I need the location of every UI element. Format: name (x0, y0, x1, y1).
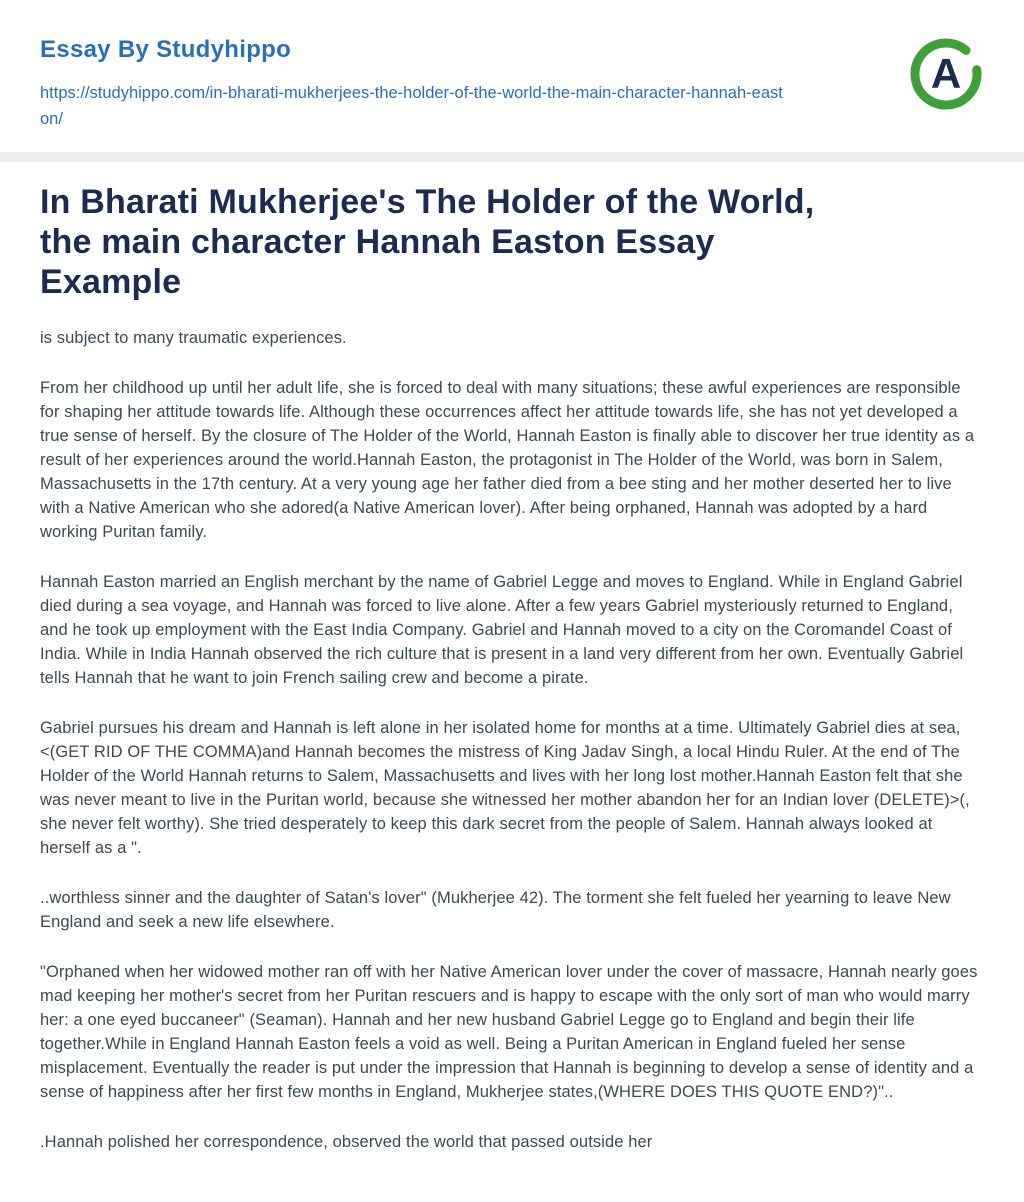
header-divider (0, 152, 1024, 162)
studyhippo-logo-icon (908, 36, 984, 112)
essay-paragraph: ..worthless sinner and the daughter of Satan's lover" (Mukherjee 42). The torment she felt fueled her yearning to leave New England and seek a new life elsewhere. (40, 889, 951, 932)
header-text-block (40, 36, 785, 132)
header (0, 0, 1024, 152)
essay-paragraph: is subject to many traumatic experiences. (40, 329, 347, 348)
essay-paragraph: Hannah Easton married an English merchant by the name of Gabriel Legge and moves to England. While in England Gabriel died during a sea voyage, and Hannah was forced to live alone. After a few years Gabriel mysteriously returned to England, and he took up employment with the East India Company. Gabriel and Hannah moved to a city on the Coromandel Coast of India. While in India Hannah observed the rich culture that is present in a land very different from her own. Eventually Gabriel tells Hannah that he want to join French sailing crew and become a pirate. (40, 573, 964, 688)
site-title: Essay By Studyhippo (40, 36, 292, 63)
essay-paragraph: .Hannah polished her correspondence, observed the world that passed outside her (40, 1133, 653, 1152)
essay-title: In Bharati Mukherjee's The Holder of the World, the main character Hannah Easton Essay Example (40, 183, 815, 302)
essay-paragraph: "Orphaned when her widowed mother ran off with her Native American lover under the cover of massacre, Hannah nearly goes mad keeping her mother's secret from her Puritan rescuers and is happy to escape with the only sort of man who would marry her: a one eyed buccaneer" (Seaman). Hannah and her new husband Gabriel Legge go to England and begin their life together.While in England Hannah Easton feels a void as well. Being a Puritan American in England fueled her sense misplacement. Eventually the reader is put under the impression that Hannah is beginning to develop a sense of identity and a sense of happiness after her first few months in England, Mukherjee states,(WHERE DOES THIS QUOTE END?)".. (40, 963, 978, 1102)
logo-letter: A (930, 50, 962, 97)
essay-paragraph: From her childhood up until her adult life, she is forced to deal with many situations; these awful experiences are responsible for shaping her attitude towards life. Although these occurrences affect her attitude towards life, she has not yet developed a true sense of herself. By the closure of The Holder of the World, Hannah Easton is finally able to discover her true identity as a result of her experiences around the world.Hannah Easton, the protagonist in The Holder of the World, was born in Salem, Massachusetts in the 17th century. At a very young age her father died from a bee sting and her mother deserted her to live with a Native American who she adored(a Native American lover). After being orphaned, Hannah was adopted by a hard working Puritan family. (40, 379, 975, 542)
essay-paragraph: Gabriel pursues his dream and Hannah is left alone in her isolated home for months at a time. Ultimately Gabriel dies at sea,<(GET RID OF THE COMMA)and Hannah becomes the mistress of King Jadav Singh, a local Hindu Ruler. At the end of The Holder of the World Hannah returns to Salem, Massachusetts and lives with her long lost mother.Hannah Easton felt that she was never meant to live in the Puritan world, because she witnessed her mother abandon her for an Indian lover (DELETE)>(, she never felt worthy). She tried desperately to keep this dark secret from the people of Salem. Hannah always looked at herself as a ". (40, 719, 970, 858)
essay-content (0, 162, 1024, 1202)
source-url-link[interactable]: https://studyhippo.com/in-bharati-mukherjees-the-holder-of-the-world-the-main-character-hannah-easton/ (40, 84, 783, 128)
